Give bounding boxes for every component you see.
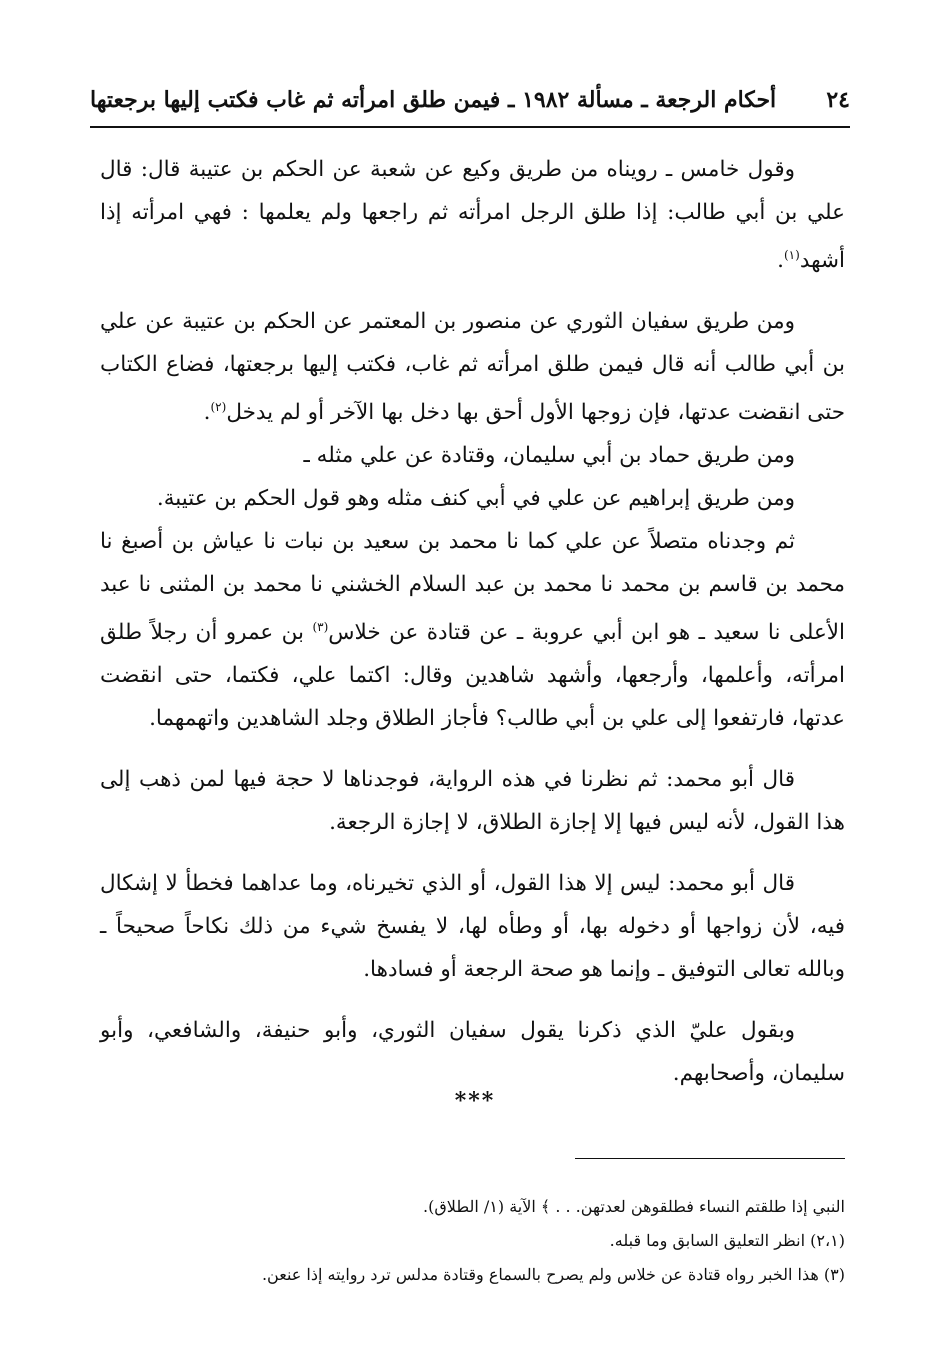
paragraph-4: ومن طريق إبراهيم عن علي في أبي كنف مثله وهو قول الحكم بن عتيبة. (156, 486, 795, 512)
footnote-ref-2: (٢) (210, 400, 227, 415)
paragraph-6: قال أبو محمد: ثم نظرنا في هذه الرواية، فوجدناها لا حجة فيها لمن ذهب إلى هذا القول، لأنه ليس فيها إلا إجازة الطلاق، لا إجازة الرجعة. (100, 767, 845, 836)
header-rule (90, 126, 850, 128)
footnote-rule (575, 1158, 845, 1159)
paragraph-5: ثم وجدناه متصلاً عن علي كما نا محمد بن سعيد بن نبات نا عياش بن أصبغ نا محمد بن قاسم بن محمد نا محمد بن عبد السلام الخشني نا محمد بن المثنى نا عبد الأعلى نا سعيد ـ هو ابن أبي عروبة ـ عن قتادة عن خلاس$^{(٣)}$ بن عمرو أن رجلاً طلق امرأته، وأعلمها، وأرجعها، وأشهد شاهدين وقال: اكتما علي، فكتما، حتى انقضت عدتها، فارتفعوا إلى علي بن أبي طالب؟ فأجاز الطلاق وجلد الشاهدين واتهمهما. (100, 529, 846, 732)
paragraph-3: ومن طريق حماد بن أبي سليمان، وقتادة عن علي مثله ـ (303, 443, 795, 469)
running-title: أحكام الرجعة ـ مسألة ١٩٨٢ ـ فيمن طلق امرأته ثم غاب فكتب إليها برجعتها (90, 87, 777, 113)
paragraph-8: وبقول عليّ الذي ذكرنا يقول سفيان الثوري، وأبو حنيفة، والشافعي، وأبو سليمان، وأصحابهم. (100, 1018, 845, 1087)
main-text (100, 148, 845, 1095)
footnotes (100, 1190, 845, 1292)
footnote-3: (٣) هذا الخبر رواه قتادة عن خلاس ولم يصرح بالسماع وقتادة مدلس ترد روايته إذا عنعن. (261, 1265, 845, 1284)
page-header (90, 80, 850, 120)
footnote-1-2: (٢،١) انظر التعليق السابق وما قبله. (609, 1231, 845, 1250)
paragraph-2: ومن طريق سفيان الثوري عن منصور بن المعتمر عن الحكم بن عتيبة عن علي بن أبي طالب أنه قال فيمن طلق امرأته ثم غاب، فكتب إليها برجعتها، فضاع الكتاب حتى انقضت عدتها، فإن زوجها الأول أحق بها دخل بها الآخر أو لم يدخل$^{(٢)}$. (100, 309, 845, 426)
footnote-ref-1: (١) (783, 248, 800, 262)
footnote-ref-3: (٣) (312, 620, 329, 635)
paragraph-7: قال أبو محمد: ليس إلا هذا القول، أو الذي تخيرناه، وما عداهما فخطأ لا إشكال فيه، لأن زواجها أو دخوله بها، أو وطأه لها، لا يفسخ شيء من ذلك نكاحاً صحيحاً ـ وبالله تعالى التوفيق ـ وإنما هو صحة الرجعة أو فسادها. (100, 871, 845, 983)
paragraph-1: وقول خامس ـ رويناه من طريق وكيع عن شعبة عن الحكم بن عتيبة قال: قال علي بن أبي طالب: إذا طلق الرجل امرأته ثم راجعها ولم يعلمها : فهي امرأته إذا أشهد$^{(١)}$. (100, 157, 845, 274)
section-separator: *** (454, 1088, 496, 1114)
footnote-continued: النبي إذا طلقتم النساء فطلقوهن لعدتهن. . . ﴾ الآية (١/ الطلاق). (423, 1197, 845, 1216)
page-number: ٢٤ (826, 87, 850, 113)
